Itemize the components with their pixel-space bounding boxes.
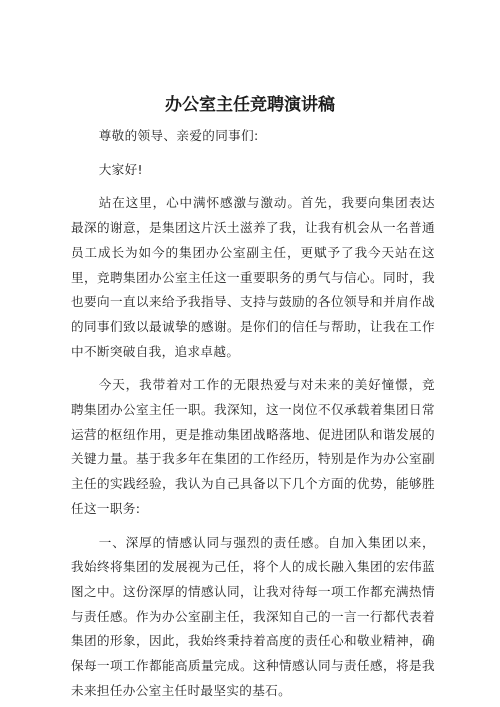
document-title: 办公室主任竞聘演讲稿 [165,95,335,115]
salutation: 尊敬的领导、亲爱的同事们: [98,128,259,143]
paragraph-advantage-1: 一、深厚的情感认同与强烈的责任感。自加入集团以来，我始终将集团的发展视为己任，将个人的成长融入集团的宏伟蓝图之中。这份深厚的情感认同，让我对待每一项工作都充满热情与责任感。作为办公室副主任，我深知自己的一言一行都代表着集团的形象，因此，我始终秉持着高度的责任心和敬业精神，确保每一项工作都能高质量完成。这种情感认同与责任感，将是我未来担任办公室主任时最坚实的基石。 [71,534,435,698]
paragraph-gratitude: 站在这里，心中满怀感激与激动。首先，我要向集团表达最深的谢意，是集团这片沃土滋养了我，让我有机会从一名普通员工成长为如今的集团办公室副主任，更赋予了我今天站在这里，竞聘集团办公室主任这一重要职务的勇气与信心。同时，我也要向一直以来给予我指导、支持与鼓励的各位领导和并肩作战的同事们致以最诚挚的感谢。是你们的信任与帮助，让我在工作中不断突破自我，追求卓越。 [71,195,435,359]
document-body [71,124,435,703]
greeting: 大家好! [98,161,143,177]
paragraph-motivation: 今天，我带着对工作的无限热爱与对未来的美好憧憬，竞聘集团办公室主任一职。我深知，这一岗位不仅承载着集团日常运营的枢纽作用，更是推动集团战略落地、促进团队和谐发展的关键力量。基于我多年在集团的工作经历，特别是作为办公室副主任的实践经验，我认为自己具备以下几个方面的优势，能够胜任这一职务: [71,377,435,516]
